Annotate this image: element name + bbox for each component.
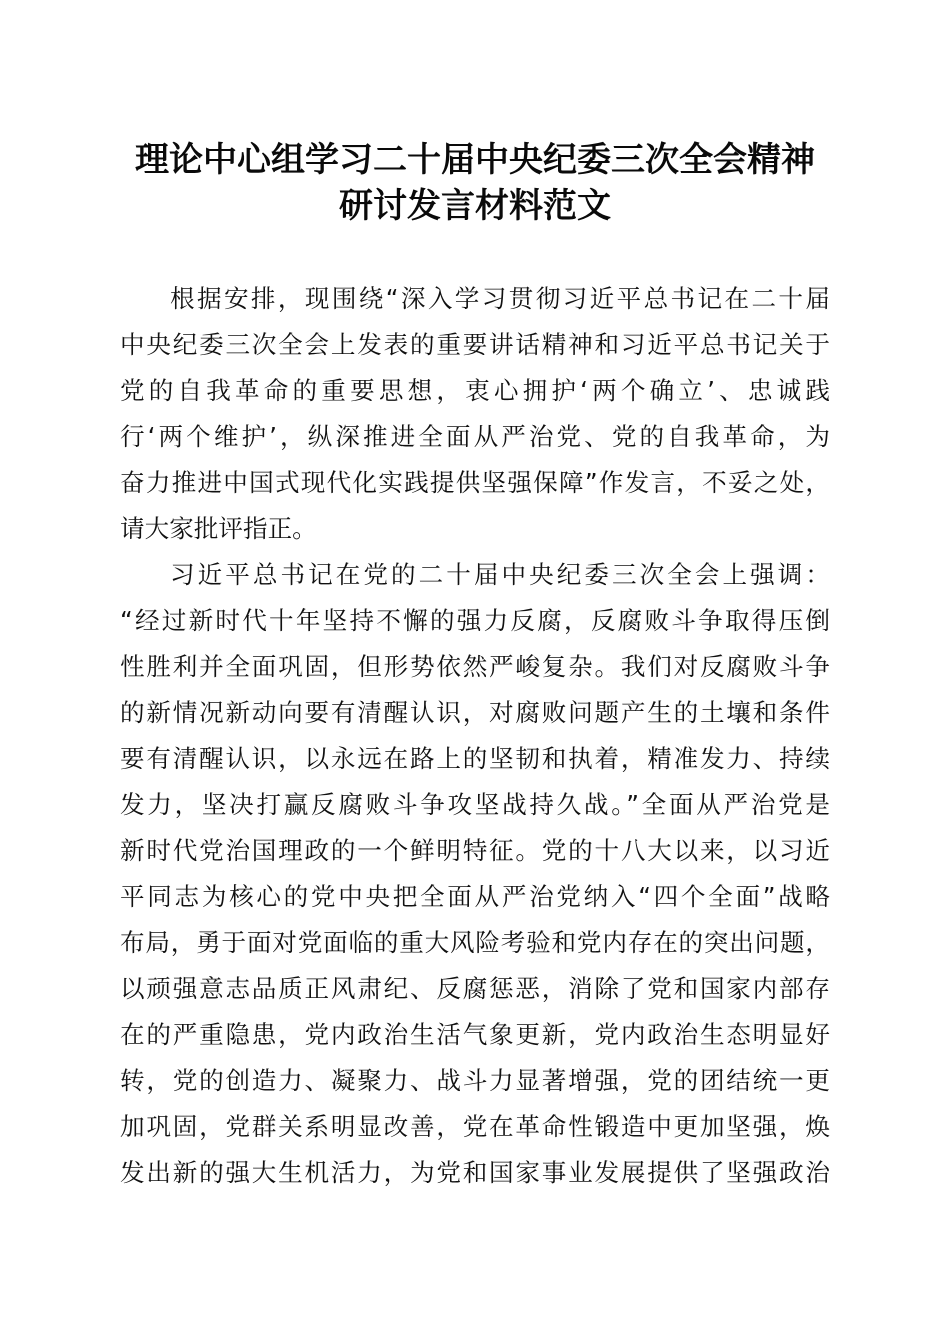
paragraph-2-line-14: 发出新的强大生机活力，为党和国家事业发展提供了坚强政治 bbox=[120, 1158, 830, 1187]
paragraph-2-line-12: 转，党的创造力、凝聚力、战斗力显著增强，党的团结统一更 bbox=[120, 1066, 830, 1095]
paragraph-1-line-6: 请大家批评指正。 bbox=[120, 514, 317, 543]
paragraph-2-line-1: 习近平总书记在党的二十届中央纪委三次全会上强调： bbox=[170, 560, 830, 589]
paragraph-2-line-9: 布局，勇于面对党面临的重大风险考验和党内存在的突出问题， bbox=[120, 928, 830, 957]
document-title-line-2: 研讨发言材料范文 bbox=[339, 186, 611, 226]
paragraph-2-line-11: 在的严重隐患，党内政治生活气象更新，党内政治生态明显好 bbox=[120, 1020, 830, 1049]
paragraph-2-line-6: 发力，坚决打赢反腐败斗争攻坚战持久战。”全面从严治党是 bbox=[120, 790, 830, 819]
paragraph-2-line-13: 加巩固，党群关系明显改善，党在革命性锻造中更加坚强，焕 bbox=[120, 1112, 830, 1141]
paragraph-1-line-1: 根据安排，现围绕“深入学习贯彻习近平总书记在二十届 bbox=[170, 284, 830, 313]
paragraph-1-line-3: 党的自我革命的重要思想，衷心拥护‘两个确立’、忠诚践 bbox=[120, 376, 830, 405]
paragraph-2-line-5: 要有清醒认识，以永远在路上的坚韧和执着，精准发力、持续 bbox=[120, 744, 830, 773]
paragraph-2-line-2: “经过新时代十年坚持不懈的强力反腐，反腐败斗争取得压倒 bbox=[120, 606, 830, 635]
paragraph-2-line-10: 以顽强意志品质正风肃纪、反腐惩恶，消除了党和国家内部存 bbox=[120, 974, 830, 1003]
paragraph-1-line-5: 奋力推进中国式现代化实践提供坚强保障”作发言，不妥之处， bbox=[120, 468, 830, 497]
paragraph-1-line-2: 中央纪委三次全会上发表的重要讲话精神和习近平总书记关于 bbox=[120, 330, 830, 359]
paragraph-2-line-3: 性胜利并全面巩固，但形势依然严峻复杂。我们对反腐败斗争 bbox=[120, 652, 830, 681]
document-title-line-1: 理论中心组学习二十届中央纪委三次全会精神 bbox=[135, 140, 815, 180]
paragraph-2-line-4: 的新情况新动向要有清醒认识，对腐败问题产生的土壤和条件 bbox=[120, 698, 830, 727]
paragraph-2-line-8: 平同志为核心的党中央把全面从严治党纳入“四个全面”战略 bbox=[120, 882, 830, 911]
paragraph-1-line-4: 行‘两个维护’，纵深推进全面从严治党、党的自我革命，为 bbox=[120, 422, 830, 451]
paragraph-2-line-7: 新时代党治国理政的一个鲜明特征。党的十八大以来，以习近 bbox=[120, 836, 830, 865]
